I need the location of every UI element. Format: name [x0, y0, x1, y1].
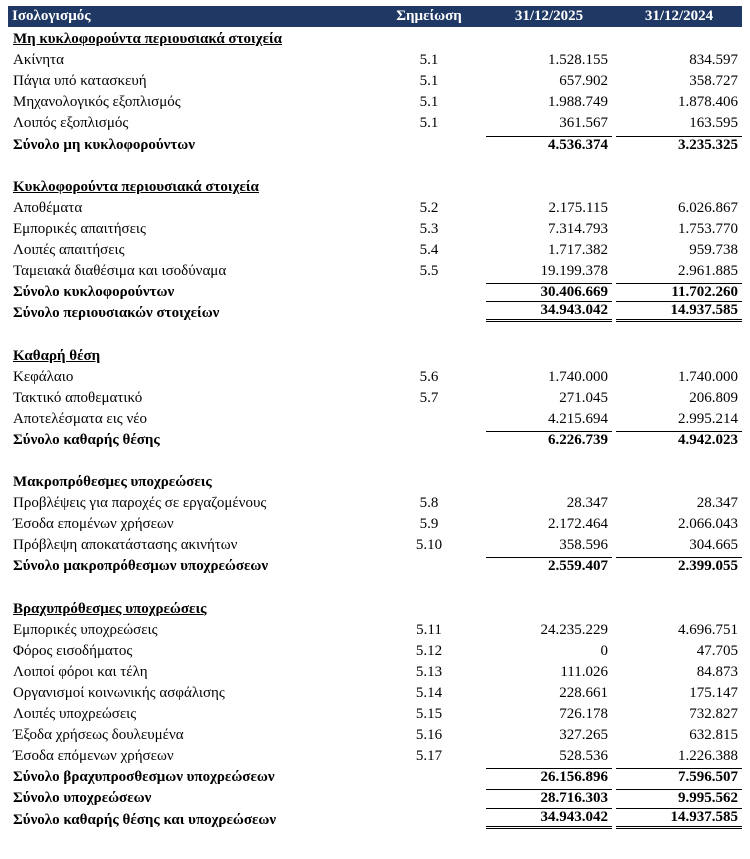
- row-value-2024: 632.815: [689, 727, 738, 744]
- row-note: 5.1: [419, 115, 439, 132]
- row-label: Κεφάλαιο: [13, 368, 74, 385]
- spacer-row: [8, 154, 742, 175]
- total-row: [8, 554, 742, 575]
- row-value-2025: 30.406.669: [486, 283, 612, 301]
- table-row: [8, 90, 742, 111]
- row-note: 5.6: [419, 368, 439, 385]
- row-value-2025: 327.265: [559, 727, 608, 744]
- balance-sheet-table: [8, 6, 742, 829]
- row-value-2024: 11.702.260: [616, 283, 742, 301]
- row-note: 5.10: [415, 537, 443, 554]
- row-value-2024: 1.226.388: [678, 748, 738, 765]
- section-heading-row: [8, 175, 742, 196]
- row-value-2025: 2.559.407: [486, 557, 612, 575]
- row-value-2025: 28.716.303: [486, 789, 612, 807]
- row-value-2024: 1.740.000: [678, 368, 738, 385]
- table-row: [8, 702, 742, 723]
- row-label: Καθαρή θέση: [13, 347, 101, 364]
- row-note: 5.15: [415, 706, 443, 723]
- table-row: [8, 365, 742, 386]
- table-row: [8, 217, 742, 238]
- row-label: Οργανισμοί κοινωνικής ασφάλισης: [13, 685, 225, 701]
- row-note: 5.4: [419, 242, 439, 259]
- table-row: [8, 69, 742, 90]
- table-row: [8, 533, 742, 554]
- section-heading-row: [8, 470, 742, 491]
- row-value-2025: 657.902: [559, 73, 608, 90]
- row-value-2025: 2.175.115: [548, 199, 608, 216]
- total-row: [8, 301, 742, 322]
- row-value-2024: 3.235.325: [616, 136, 742, 154]
- row-label: Έσοδα επόμενων χρήσεων: [13, 748, 174, 765]
- row-note: 5.11: [416, 621, 442, 638]
- table-row: [8, 744, 742, 765]
- row-value-2025: 228.661: [559, 685, 608, 701]
- total-row: [8, 132, 742, 153]
- row-value-2025: 6.226.739: [486, 431, 612, 449]
- row-note: 5.12: [415, 642, 443, 659]
- row-label: Σύνολο μακροπρόθεσμων υποχρεώσεων: [13, 558, 269, 575]
- row-value-2024: 1.878.406: [678, 94, 738, 111]
- row-value-2025: 4.215.694: [548, 410, 608, 427]
- row-label: Μηχανολογικός εξοπλισμός: [13, 94, 181, 111]
- row-label: Πρόβλεψη αποκατάστασης ακινήτων: [13, 537, 238, 554]
- row-value-2024: 358.727: [689, 73, 738, 90]
- row-note: 5.1: [419, 73, 439, 90]
- row-label: Σύνολο κυκλοφορούντων: [13, 284, 175, 301]
- row-value-2024: 304.665: [689, 537, 738, 554]
- row-label: Έξοδα χρήσεως δουλευμένα: [13, 727, 184, 744]
- row-note: 5.8: [419, 495, 439, 512]
- row-value-2025: 24.235.229: [540, 621, 608, 638]
- row-value-2025: 528.536: [559, 748, 608, 765]
- row-value-2024: 834.597: [689, 52, 738, 69]
- row-value-2024: 4.942.023: [616, 431, 742, 449]
- table-row: [8, 386, 742, 407]
- row-value-2024: 175.147: [689, 685, 738, 701]
- row-value-2025: 271.045: [559, 389, 608, 406]
- row-value-2025: 361.567: [559, 115, 608, 132]
- header-year-2024: 31/12/2024: [644, 8, 714, 24]
- row-value-2024: 14.937.585: [616, 301, 742, 322]
- row-note: 5.1: [419, 52, 439, 69]
- row-value-2024: 14.937.585: [616, 808, 742, 829]
- row-label: Σύνολο υποχρεώσεων: [13, 790, 152, 807]
- header-year-2025: 31/12/2025: [514, 8, 584, 24]
- row-label: Έσοδα επομένων χρήσεων: [13, 516, 174, 533]
- row-label: Αποτελέσματα εις νέο: [13, 410, 148, 427]
- row-value-2024: 9.995.562: [616, 789, 742, 807]
- row-label: Βραχυπρόθεσμες υποχρεώσεις: [13, 600, 207, 617]
- row-label: Τακτικό αποθεματικό: [13, 389, 143, 406]
- table-row: [8, 238, 742, 259]
- row-note: 5.13: [415, 663, 443, 680]
- table-row: [8, 407, 742, 428]
- row-note: 5.5: [419, 263, 439, 280]
- row-label: Εμπορικές απαιτήσεις: [13, 220, 146, 237]
- table-row: [8, 259, 742, 280]
- row-label: Μη κυκλοφορούντα περιουσιακά στοιχεία: [13, 31, 283, 48]
- table-row: [8, 111, 742, 132]
- table-row: [8, 491, 742, 512]
- row-value-2024: 2.066.043: [678, 516, 738, 533]
- row-value-2024: 2.961.885: [678, 263, 738, 280]
- row-value-2025: 358.596: [559, 537, 608, 554]
- table-header: [8, 6, 742, 27]
- row-label: Πάγια υπό κατασκευή: [13, 73, 147, 90]
- row-label: Λοιπός εξοπλισμός: [13, 115, 129, 132]
- row-label: Σύνολο περιουσιακών στοιχείων: [13, 305, 220, 322]
- row-note: 5.17: [415, 748, 443, 765]
- spacer-row: [8, 575, 742, 596]
- table-row: [8, 196, 742, 217]
- row-value-2025: 1.717.382: [548, 242, 608, 259]
- section-heading-row: [8, 343, 742, 364]
- row-label: Μακροπρόθεσμες υποχρεώσεις: [13, 474, 212, 491]
- row-value-2025: 1.988.749: [548, 94, 608, 111]
- total-row: [8, 786, 742, 807]
- row-value-2025: 1.528.155: [548, 52, 608, 69]
- row-value-2024: 2.995.214: [678, 410, 738, 427]
- spacer-row: [8, 322, 742, 343]
- row-value-2025: 0: [600, 642, 608, 659]
- row-label: Σύνολο καθαρής θέσης και υποχρεώσεων: [13, 811, 277, 828]
- row-note: 5.16: [415, 727, 443, 744]
- row-label: Σύνολο καθαρής θέσης: [13, 431, 160, 448]
- row-label: Φόρος εισοδήματος: [13, 642, 133, 659]
- row-value-2025: 2.172.464: [548, 516, 608, 533]
- row-label: Κυκλοφορούντα περιουσιακά στοιχεία: [13, 178, 259, 195]
- row-value-2024: 206.809: [689, 389, 738, 406]
- row-value-2025: 4.536.374: [486, 136, 612, 154]
- table-row: [8, 660, 742, 681]
- row-value-2024: 6.026.867: [678, 199, 738, 216]
- row-value-2024: 2.399.055: [616, 557, 742, 575]
- row-value-2024: 163.595: [689, 115, 738, 132]
- total-row: [8, 428, 742, 449]
- row-value-2024: 47.705: [696, 642, 738, 659]
- row-value-2025: 19.199.378: [540, 263, 608, 280]
- row-label: Ακίνητα: [13, 52, 64, 69]
- row-value-2025: 726.178: [559, 706, 608, 723]
- total-row: [8, 807, 742, 828]
- row-note: 5.1: [419, 94, 439, 111]
- section-heading-row: [8, 597, 742, 618]
- row-note: 5.9: [419, 516, 439, 533]
- row-label: Λοιπές απαιτήσεις: [13, 242, 125, 259]
- row-value-2025: 7.314.793: [548, 220, 608, 237]
- row-value-2025: 34.943.042: [486, 808, 612, 829]
- header-title: Ισολογισμός: [12, 8, 91, 24]
- row-label: Αποθέματα: [13, 199, 83, 216]
- row-value-2025: 28.347: [566, 495, 608, 512]
- total-row: [8, 280, 742, 301]
- row-note: 5.3: [419, 220, 439, 237]
- table-row: [8, 639, 742, 660]
- table-body: [8, 27, 742, 829]
- row-value-2024: 28.347: [696, 495, 738, 512]
- section-heading-row: [8, 27, 742, 48]
- row-label: Σύνολο βραχυπροσθεσμων υποχρεώσεων: [13, 769, 275, 786]
- row-value-2024: 1.753.770: [678, 220, 738, 237]
- row-label: Σύνολο μη κυκλοφορούντων: [13, 136, 195, 153]
- row-value-2024: 7.596.507: [616, 768, 742, 786]
- row-value-2024: 959.738: [689, 242, 738, 259]
- header-note: Σημείωση: [396, 8, 462, 24]
- row-value-2025: 111.026: [560, 663, 608, 680]
- row-label: Ταμειακά διαθέσιμα και ισοδύναμα: [13, 263, 227, 280]
- row-value-2025: 26.156.896: [486, 768, 612, 786]
- row-label: Προβλέψεις για παροχές σε εργαζομένους: [13, 495, 267, 512]
- row-note: 5.7: [419, 389, 439, 406]
- table-row: [8, 681, 742, 702]
- table-row: [8, 723, 742, 744]
- row-value-2025: 34.943.042: [486, 301, 612, 322]
- row-label: Λοιπές υποχρεώσεις: [13, 706, 137, 723]
- table-row: [8, 48, 742, 69]
- spacer-row: [8, 449, 742, 470]
- row-value-2025: 1.740.000: [548, 368, 608, 385]
- row-label: Εμπορικές υποχρεώσεις: [13, 621, 158, 638]
- row-note: 5.2: [419, 199, 439, 216]
- row-value-2024: 732.827: [689, 706, 738, 723]
- table-row: [8, 618, 742, 639]
- row-value-2024: 84.873: [696, 663, 738, 680]
- row-note: 5.14: [415, 685, 443, 701]
- total-row: [8, 765, 742, 786]
- table-row: [8, 512, 742, 533]
- row-value-2024: 4.696.751: [678, 621, 738, 638]
- row-label: Λοιποί φόροι και τέλη: [13, 663, 148, 680]
